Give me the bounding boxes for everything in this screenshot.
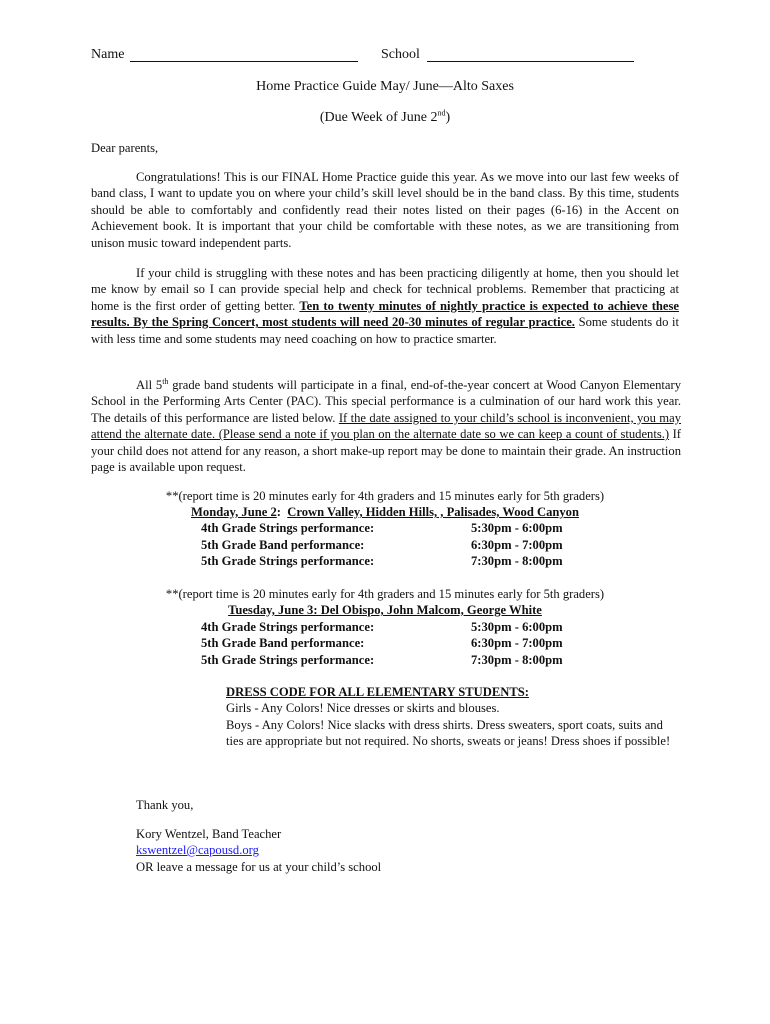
schedule-2-row-label: 4th Grade Strings performance: (201, 620, 375, 634)
due-date: (Due Week of June 2nd) (319, 108, 451, 125)
report-time-note-2: **(report time is 20 minutes early for 4th graders and 15 minutes early for 5th graders) (165, 587, 605, 601)
schedule-1-row-label: 4th Grade Strings performance: (201, 521, 375, 535)
schedule-1-heading: Monday, June 2: Crown Valley, Hidden Hills, , Palisades, Wood Canyon (191, 505, 579, 519)
schedule-2-row-label: 5th Grade Band performance: (201, 636, 365, 650)
dress-code-section (226, 684, 681, 750)
report-time-note-1: **(report time is 20 minutes early for 4th graders and 15 minutes early for 5th graders) (165, 489, 605, 503)
dress-code-girls: Girls - Any Colors! Nice dresses or skirts and blouses. (226, 701, 500, 716)
signature: Kory Wentzel, Band Teacher (136, 827, 282, 841)
closing-thanks: Thank you, (136, 798, 194, 812)
schedule-1-row-time: 6:30pm - 7:00pm (471, 538, 563, 552)
schedule-2-row-time: 7:30pm - 8:00pm (471, 653, 563, 667)
practice-requirement: Ten to twenty minutes of nightly practice is expected to achieve these results. By the Spring Concert, most students will need 20-30 minutes of regular practice. (91, 298, 679, 330)
schedule-2-row-time: 6:30pm - 7:00pm (471, 636, 563, 650)
name-label: Name (91, 47, 125, 62)
school-label: School (381, 47, 420, 62)
dress-code-boys: Boys - Any Colors! Nice slacks with dress shirts. Dress sweaters, sport coats, suits and ties are appropriate but not required. No shorts, sweats or jeans! Dress shoes if possible! (226, 717, 671, 749)
paragraph-3: All 5th grade band students will participate in a final, end-of-the-year concert at Wood Canyon Elementary School in the Performing Arts Center (PAC). This special performance is a culmination of our hard work this year. The details of this performance are listed below. If the date assigned to your child’s school is inconvenient, you may attend the alternate date. (Please send a note if you plan on the alternate date so we can keep a count of students.) If your child does not attend for any reason, a short make-up report may be done to maintain their grade. An instruction page is available upon request. (91, 376, 681, 475)
alternate-date-note: If the date assigned to your child’s school is inconvenient, you may attend the alternate date. (Please send a note if you plan on the alternate date so we can keep a count of students.) (91, 410, 681, 442)
schedule-2-row-time: 5:30pm - 6:00pm (471, 620, 563, 634)
paragraph-1: Congratulations! This is our FINAL Home Practice guide this year. As we move into our last few weeks of band class, I want to update you on where your child’s skill level should be in the band class. By this time, students should be able to comfortably and confidently read their notes listed on their pages (6-16) in the Accent on Achievement book. It is important that your child be comfortable with these notes, as we are transitioning from unison music toward independent parts. (91, 170, 679, 250)
document-title: Home Practice Guide May/ June—Alto Saxes (256, 79, 514, 94)
school-field-line (427, 61, 634, 62)
email-link[interactable]: kswentzel@capousd.org (136, 843, 259, 857)
name-field-line (130, 61, 358, 62)
paragraph-2: If your child is struggling with these notes and has been practicing diligently at home, then you should let me know by email so I can provide special help and check for technical problems. Remember that practicing at home is the first order of getting better. Ten to twenty minutes of nightly practice is expected to achieve these results. By the Spring Concert, most students will need 20-30 minutes of regular practice. Some students do it with less time and some students may need coaching on how to practice smarter. (91, 266, 680, 346)
schedule-2-row-label: 5th Grade Strings performance: (201, 653, 375, 667)
dress-code-heading: DRESS CODE FOR ALL ELEMENTARY STUDENTS: (226, 685, 529, 699)
alternate-contact: OR leave a message for us at your child’s school (136, 860, 382, 874)
salutation: Dear parents, (91, 141, 159, 155)
schedule-2-heading: Tuesday, June 3: Del Obispo, John Malcom, George White (228, 603, 542, 617)
schedule-1-row-label: 5th Grade Strings performance: (201, 554, 375, 568)
schedule-1-row-time: 7:30pm - 8:00pm (471, 554, 563, 568)
schedule-1-row-time: 5:30pm - 6:00pm (471, 521, 563, 535)
schedule-1-row-label: 5th Grade Band performance: (201, 538, 365, 552)
